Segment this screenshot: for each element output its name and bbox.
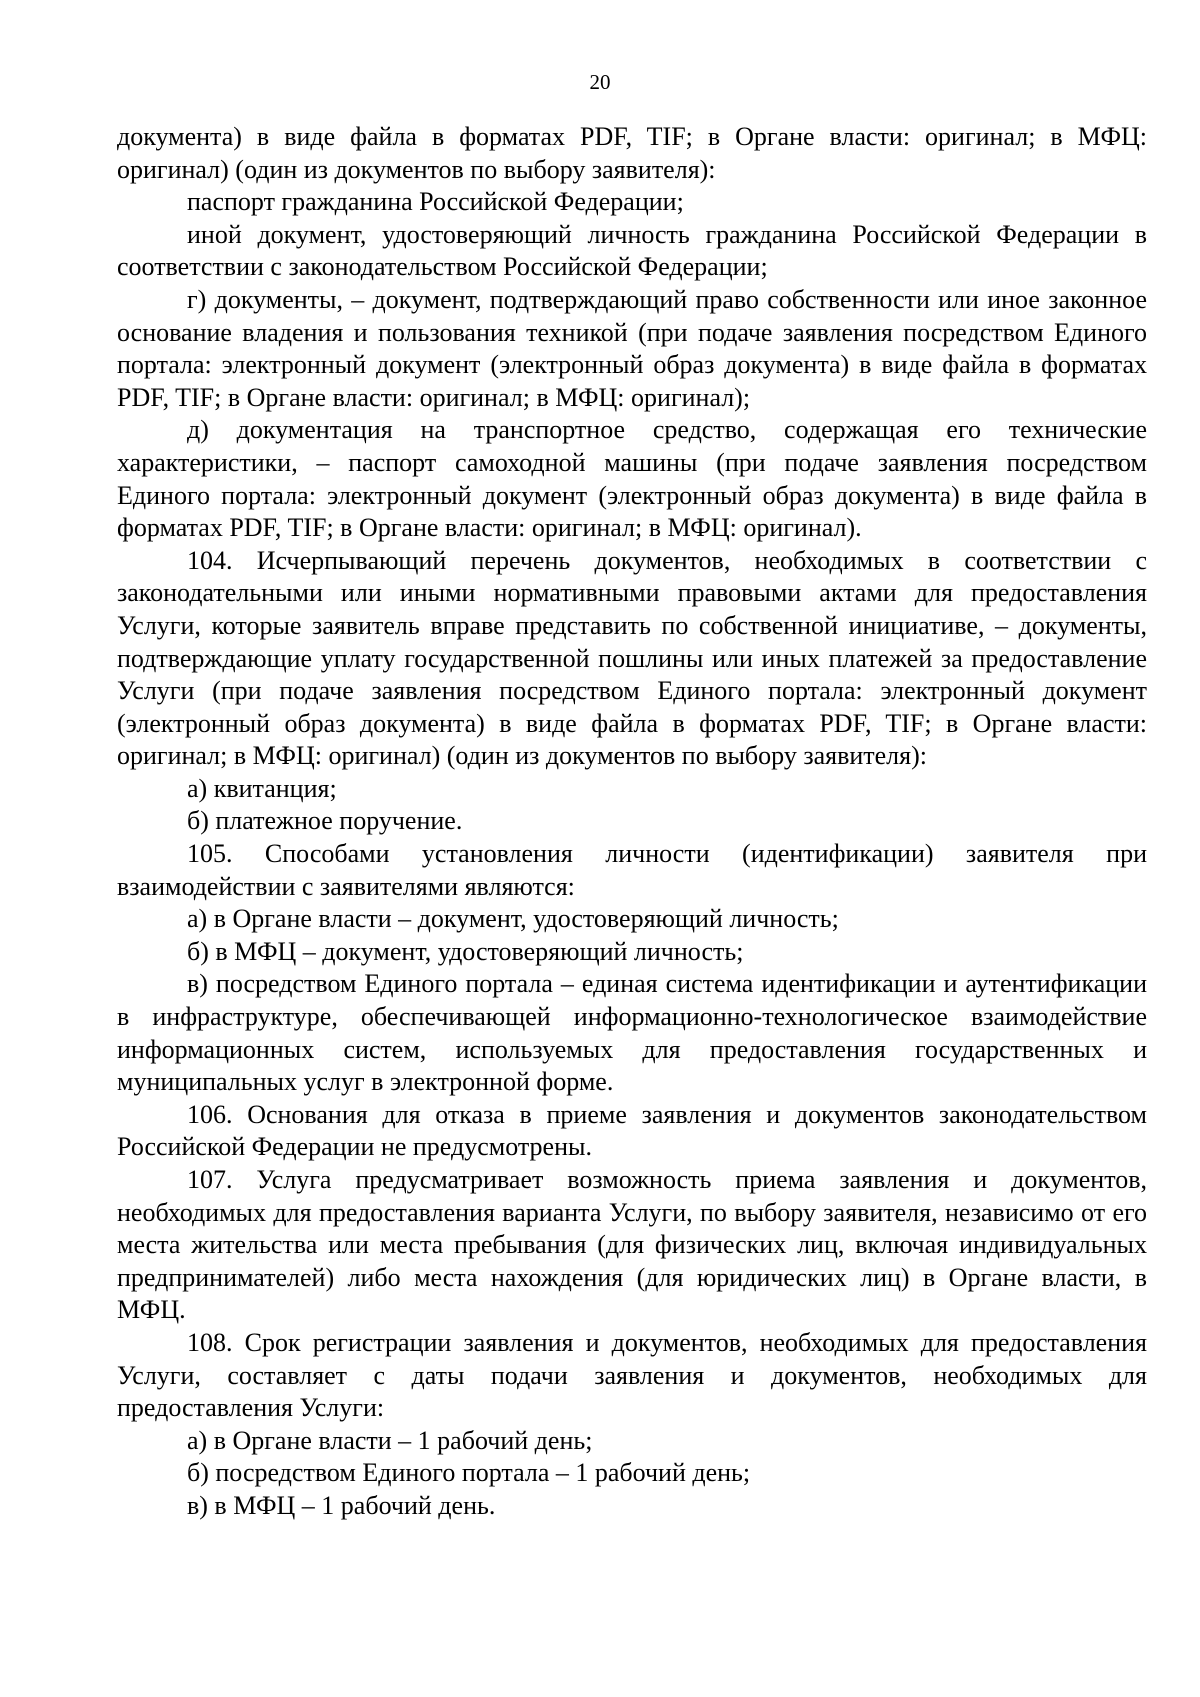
document-body	[117, 121, 1147, 1523]
paragraph: документа) в виде файла в форматах PDF, TIF; в Органе власти: оригинал; в МФЦ: оригинал) (один из документов по выбору заявителя):	[117, 122, 1147, 184]
paragraph: а) в Органе власти – 1 рабочий день;	[187, 1425, 593, 1455]
paragraph: а) квитанция;	[187, 773, 337, 803]
paragraph: паспорт гражданина Российской Федерации;	[187, 187, 684, 217]
paragraph: в) в МФЦ – 1 рабочий день.	[187, 1490, 496, 1520]
paragraph: б) платежное поручение.	[187, 806, 463, 836]
paragraph: иной документ, удостоверяющий личность гражданина Российской Федерации в соответствии с законодательством Российской Федерации;	[117, 219, 1147, 282]
paragraph: д) документация на транспортное средство, содержащая его технические характеристики, – паспорт самоходной машины (при подаче заявления посредством Единого портала: электронный документ (электронный образ документа) в виде файла в форматах PDF, TIF; в Органе власти: оригинал; в МФЦ: оригинал).	[117, 415, 1147, 543]
paragraph: б) посредством Единого портала – 1 рабочий день;	[187, 1458, 751, 1488]
page-number: 20	[589, 70, 611, 94]
paragraph: б) в МФЦ – документ, удостоверяющий личность;	[187, 936, 744, 966]
paragraph: 105. Способами установления личности (идентификации) заявителя при взаимодействии с заявителями являются:	[117, 839, 1147, 901]
paragraph: 104. Исчерпывающий перечень документов, необходимых в соответствии с законодательными или иными нормативными правовыми актами для предоставления Услуги, которые заявитель вправе представить по собственной инициативе, – документы, подтверждающие уплату государственной пошлины или иных платежей за предоставление Услуги (при подаче заявления посредством Единого портала: электронный документ (электронный образ документа) в виде файла в форматах PDF, TIF; в Органе власти: оригинал; в МФЦ: оригинал) (один из документов по выбору заявителя):	[117, 545, 1147, 771]
paragraph: в) посредством Единого портала – единая система идентификации и аутентификации в инфраструктуре, обеспечивающей информационно-технологическое взаимодействие информационных систем, используемых для предоставления государственных и муниципальных услуг в электронной форме.	[117, 969, 1147, 1097]
paragraph: г) документы, – документ, подтверждающий право собственности или иное законное основание владения и пользования техникой (при подаче заявления посредством Единого портала: электронный документ (электронный образ документа) в виде файла в форматах PDF, TIF; в Органе власти: оригинал; в МФЦ: оригинал);	[117, 284, 1147, 412]
paragraph: 107. Услуга предусматривает возможность приема заявления и документов, необходимых для предоставления варианта Услуги, по выбору заявителя, независимо от его места жительства или места пребывания (для физических лиц, включая индивидуальных предпринимателей) либо места нахождения (для юридических лиц) в Органе власти, в МФЦ.	[117, 1165, 1147, 1325]
paragraph: а) в Органе власти – документ, удостоверяющий личность;	[187, 904, 839, 934]
paragraph: 108. Срок регистрации заявления и документов, необходимых для предоставления Услуги, составляет с даты подачи заявления и документов, необходимых для предоставления Услуги:	[117, 1327, 1147, 1423]
paragraph: 106. Основания для отказа в приеме заявления и документов законодательством Российской Федерации не предусмотрены.	[117, 1099, 1147, 1162]
